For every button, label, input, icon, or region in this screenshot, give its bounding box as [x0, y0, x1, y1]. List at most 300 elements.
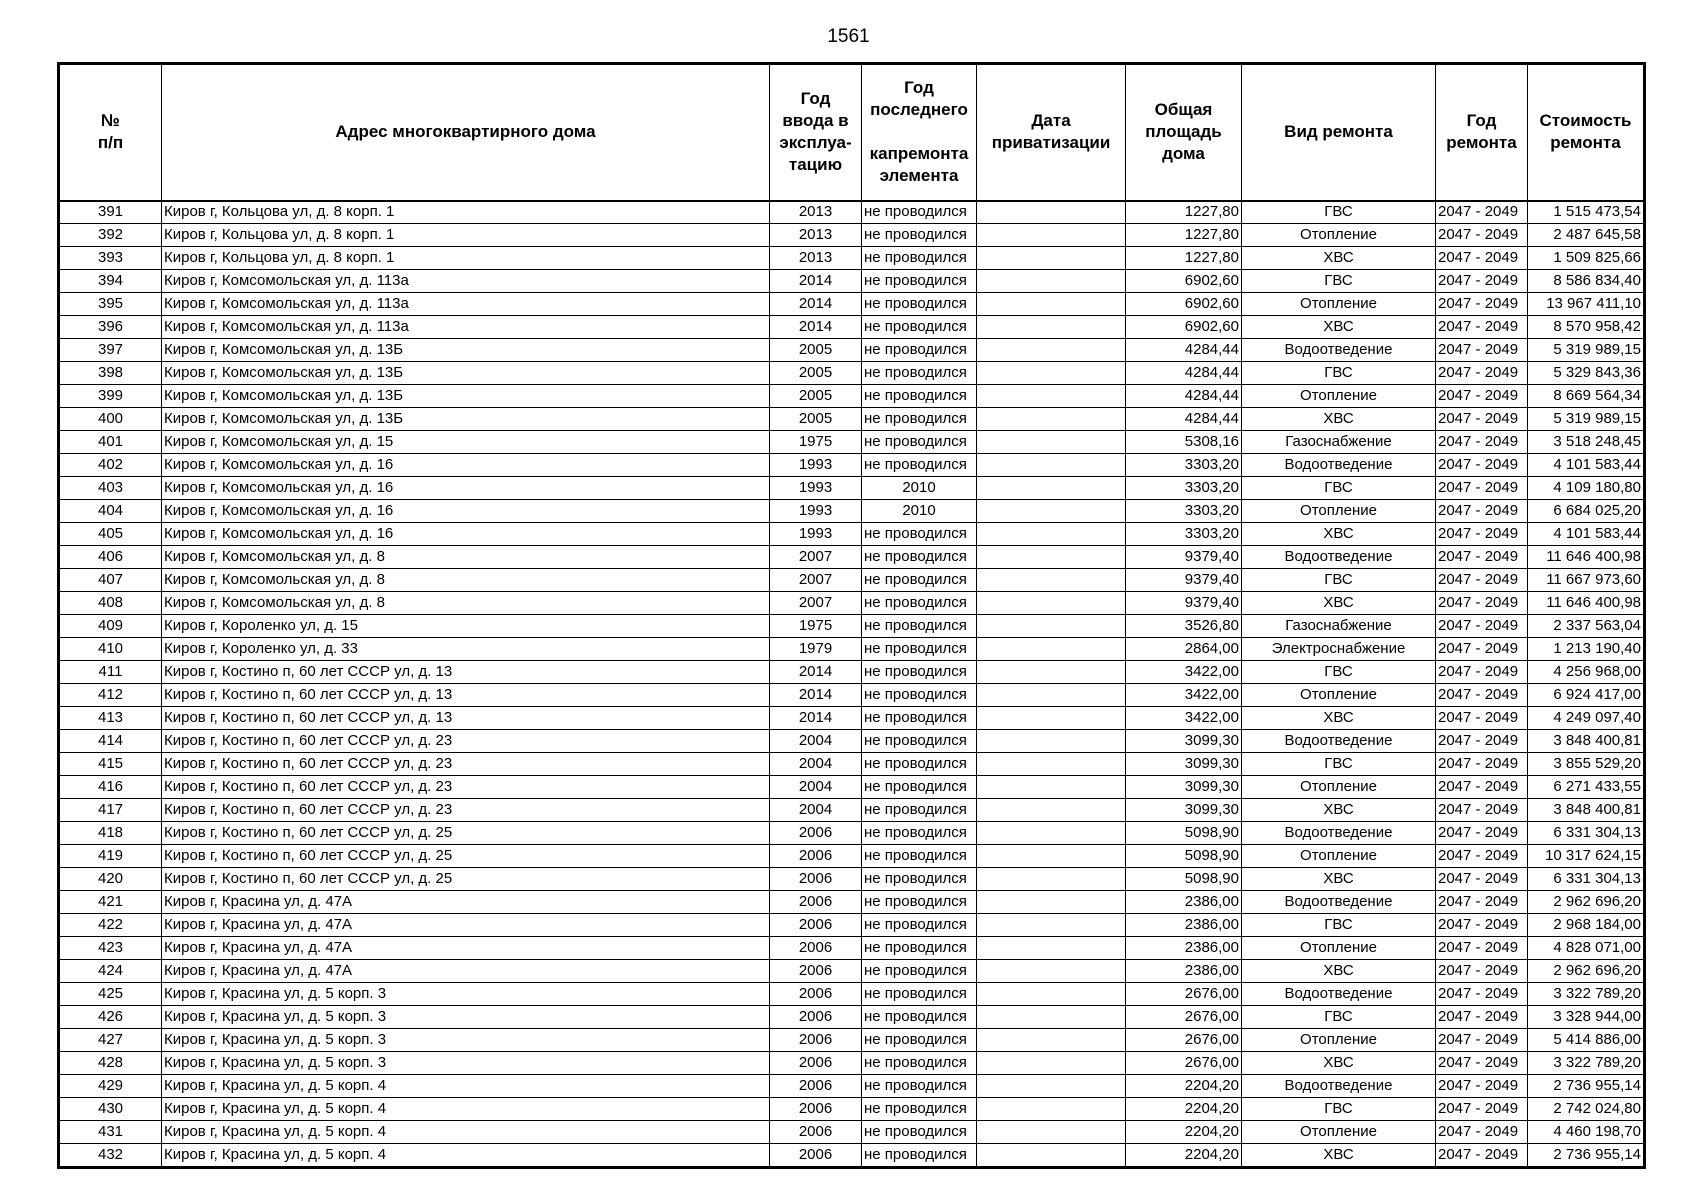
cell-repair_type: ГВС — [1242, 477, 1436, 500]
cell-repair_type: ХВС — [1242, 707, 1436, 730]
cell-repair_year: 2047 - 2049 — [1436, 408, 1528, 431]
cell-cost: 5 329 843,36 — [1528, 362, 1644, 385]
cell-repair_year: 2047 - 2049 — [1436, 822, 1528, 845]
cell-year_built: 2014 — [770, 293, 862, 316]
cell-year_built: 2014 — [770, 270, 862, 293]
cell-privatization — [977, 822, 1126, 845]
cell-address: Киров г, Красина ул, д. 5 корп. 3 — [162, 1029, 770, 1052]
table-row — [60, 1121, 1644, 1144]
cell-num: 426 — [60, 1006, 162, 1029]
cell-num: 397 — [60, 339, 162, 362]
cell-cost: 2 736 955,14 — [1528, 1075, 1644, 1098]
cell-last_repair: не проводился — [862, 937, 977, 960]
cell-privatization — [977, 776, 1126, 799]
cell-repair_type: ХВС — [1242, 592, 1436, 615]
cell-area: 2676,00 — [1126, 1029, 1242, 1052]
cell-year_built: 2013 — [770, 247, 862, 270]
column-header-line: Год — [800, 89, 831, 109]
cell-address: Киров г, Комсомольская ул, д. 16 — [162, 523, 770, 546]
cell-year_built: 2006 — [770, 983, 862, 1006]
cell-address: Киров г, Комсомольская ул, д. 13Б — [162, 362, 770, 385]
cell-repair_year: 2047 - 2049 — [1436, 983, 1528, 1006]
cell-year_built: 1975 — [770, 615, 862, 638]
cell-repair_type: Электроснабжение — [1242, 638, 1436, 661]
column-header-num — [60, 65, 162, 201]
cell-area: 3422,00 — [1126, 707, 1242, 730]
cell-last_repair: не проводился — [862, 684, 977, 707]
cell-privatization — [977, 1006, 1126, 1029]
cell-last_repair: не проводился — [862, 339, 977, 362]
cell-last_repair: не проводился — [862, 385, 977, 408]
cell-year_built: 2006 — [770, 960, 862, 983]
column-header-line: ремонта — [1446, 133, 1517, 153]
cell-area: 4284,44 — [1126, 362, 1242, 385]
cell-num: 410 — [60, 638, 162, 661]
cell-privatization — [977, 523, 1126, 546]
cell-last_repair: не проводился — [862, 592, 977, 615]
cell-repair_year: 2047 - 2049 — [1436, 316, 1528, 339]
cell-area: 3526,80 — [1126, 615, 1242, 638]
cell-year_built: 2006 — [770, 1098, 862, 1121]
table-row — [60, 339, 1644, 362]
cell-repair_type: ХВС — [1242, 316, 1436, 339]
cell-privatization — [977, 224, 1126, 247]
table-row — [60, 868, 1644, 891]
cell-repair_year: 2047 - 2049 — [1436, 293, 1528, 316]
cell-privatization — [977, 1052, 1126, 1075]
cell-address: Киров г, Костино п, 60 лет СССР ул, д. 23 — [162, 730, 770, 753]
cell-address: Киров г, Красина ул, д. 5 корп. 3 — [162, 983, 770, 1006]
cell-privatization — [977, 431, 1126, 454]
column-header-address — [162, 65, 770, 201]
cell-cost: 2 736 955,14 — [1528, 1144, 1644, 1167]
cell-num: 391 — [60, 201, 162, 224]
cell-privatization — [977, 362, 1126, 385]
cell-repair_type: Отопление — [1242, 1121, 1436, 1144]
cell-area: 5098,90 — [1126, 822, 1242, 845]
cell-num: 425 — [60, 983, 162, 1006]
cell-cost: 4 101 583,44 — [1528, 523, 1644, 546]
cell-repair_type: ГВС — [1242, 1098, 1436, 1121]
cell-num: 408 — [60, 592, 162, 615]
cell-year_built: 2006 — [770, 914, 862, 937]
cell-num: 430 — [60, 1098, 162, 1121]
cell-privatization — [977, 293, 1126, 316]
cell-num: 416 — [60, 776, 162, 799]
cell-last_repair: не проводился — [862, 431, 977, 454]
cell-year_built: 2013 — [770, 224, 862, 247]
cell-privatization — [977, 1029, 1126, 1052]
cell-area: 9379,40 — [1126, 592, 1242, 615]
cell-repair_type: Отопление — [1242, 385, 1436, 408]
cell-year_built: 1993 — [770, 477, 862, 500]
cell-repair_year: 2047 - 2049 — [1436, 914, 1528, 937]
table-row — [60, 477, 1644, 500]
cell-num: 428 — [60, 1052, 162, 1075]
column-header-line: площадь — [1145, 122, 1222, 142]
cell-num: 393 — [60, 247, 162, 270]
cell-num: 429 — [60, 1075, 162, 1098]
cell-year_built: 2004 — [770, 753, 862, 776]
cell-cost: 6 331 304,13 — [1528, 868, 1644, 891]
table-row — [60, 362, 1644, 385]
cell-last_repair: не проводился — [862, 868, 977, 891]
cell-last_repair: не проводился — [862, 822, 977, 845]
cell-year_built: 2006 — [770, 1029, 862, 1052]
cell-num: 427 — [60, 1029, 162, 1052]
cell-last_repair: не проводился — [862, 1006, 977, 1029]
cell-address: Киров г, Костино п, 60 лет СССР ул, д. 25 — [162, 845, 770, 868]
repair-registry-table — [59, 64, 1644, 1167]
cell-area: 4284,44 — [1126, 385, 1242, 408]
cell-last_repair: не проводился — [862, 615, 977, 638]
cell-num: 418 — [60, 822, 162, 845]
cell-last_repair: не проводился — [862, 983, 977, 1006]
cell-last_repair: не проводился — [862, 224, 977, 247]
cell-repair_year: 2047 - 2049 — [1436, 845, 1528, 868]
cell-repair_type: Водоотведение — [1242, 983, 1436, 1006]
cell-privatization — [977, 730, 1126, 753]
cell-year_built: 1979 — [770, 638, 862, 661]
cell-privatization — [977, 638, 1126, 661]
cell-repair_type: Отопление — [1242, 500, 1436, 523]
cell-num: 432 — [60, 1144, 162, 1167]
cell-privatization — [977, 247, 1126, 270]
column-header-line: Общая — [1154, 100, 1213, 120]
cell-repair_year: 2047 - 2049 — [1436, 1006, 1528, 1029]
cell-num: 407 — [60, 569, 162, 592]
cell-repair_year: 2047 - 2049 — [1436, 500, 1528, 523]
table-row — [60, 707, 1644, 730]
cell-num: 406 — [60, 546, 162, 569]
cell-privatization — [977, 914, 1126, 937]
column-header-line: приватизации — [991, 133, 1111, 153]
cell-last_repair: не проводился — [862, 523, 977, 546]
cell-year_built: 2007 — [770, 569, 862, 592]
cell-repair_year: 2047 - 2049 — [1436, 477, 1528, 500]
cell-year_built: 2014 — [770, 684, 862, 707]
cell-repair_type: Водоотведение — [1242, 1075, 1436, 1098]
table-row — [60, 546, 1644, 569]
column-header-line: Стоимость — [1539, 111, 1632, 131]
cell-area: 6902,60 — [1126, 293, 1242, 316]
table-row — [60, 1098, 1644, 1121]
cell-num: 396 — [60, 316, 162, 339]
cell-last_repair: не проводился — [862, 1098, 977, 1121]
cell-privatization — [977, 753, 1126, 776]
cell-area: 3422,00 — [1126, 684, 1242, 707]
cell-cost: 8 570 958,42 — [1528, 316, 1644, 339]
cell-num: 399 — [60, 385, 162, 408]
cell-repair_year: 2047 - 2049 — [1436, 454, 1528, 477]
cell-address: Киров г, Короленко ул, д. 33 — [162, 638, 770, 661]
cell-cost: 3 322 789,20 — [1528, 983, 1644, 1006]
cell-address: Киров г, Комсомольская ул, д. 113а — [162, 293, 770, 316]
cell-repair_year: 2047 - 2049 — [1436, 799, 1528, 822]
table-row — [60, 247, 1644, 270]
cell-repair_year: 2047 - 2049 — [1436, 638, 1528, 661]
cell-repair_year: 2047 - 2049 — [1436, 868, 1528, 891]
cell-year_built: 2007 — [770, 546, 862, 569]
cell-repair_type: ГВС — [1242, 1006, 1436, 1029]
cell-num: 413 — [60, 707, 162, 730]
cell-last_repair: не проводился — [862, 270, 977, 293]
cell-last_repair: не проводился — [862, 201, 977, 224]
cell-repair_year: 2047 - 2049 — [1436, 1029, 1528, 1052]
cell-area: 3303,20 — [1126, 454, 1242, 477]
cell-address: Киров г, Комсомольская ул, д. 113а — [162, 316, 770, 339]
table-row — [60, 983, 1644, 1006]
cell-privatization — [977, 983, 1126, 1006]
cell-repair_year: 2047 - 2049 — [1436, 730, 1528, 753]
cell-area: 3099,30 — [1126, 753, 1242, 776]
cell-area: 3099,30 — [1126, 799, 1242, 822]
cell-privatization — [977, 1144, 1126, 1167]
cell-num: 414 — [60, 730, 162, 753]
table-row — [60, 776, 1644, 799]
cell-repair_year: 2047 - 2049 — [1436, 684, 1528, 707]
cell-area: 9379,40 — [1126, 546, 1242, 569]
cell-repair_type: ГВС — [1242, 201, 1436, 224]
cell-num: 394 — [60, 270, 162, 293]
column-header-line: Год — [904, 78, 934, 98]
cell-repair_type: ГВС — [1242, 362, 1436, 385]
cell-privatization — [977, 1098, 1126, 1121]
column-header-line: Вид ремонта — [1284, 122, 1393, 142]
cell-privatization — [977, 1121, 1126, 1144]
cell-repair_type: Отопление — [1242, 776, 1436, 799]
cell-year_built: 2006 — [770, 1144, 862, 1167]
cell-address: Киров г, Кольцова ул, д. 8 корп. 1 — [162, 224, 770, 247]
cell-year_built: 2006 — [770, 1121, 862, 1144]
cell-address: Киров г, Красина ул, д. 5 корп. 4 — [162, 1098, 770, 1121]
table-header-row — [60, 65, 1644, 201]
cell-repair_year: 2047 - 2049 — [1436, 1052, 1528, 1075]
cell-area: 3099,30 — [1126, 730, 1242, 753]
column-header-line: № — [101, 111, 120, 131]
cell-repair_year: 2047 - 2049 — [1436, 1121, 1528, 1144]
cell-year_built: 2006 — [770, 1075, 862, 1098]
cell-repair_year: 2047 - 2049 — [1436, 546, 1528, 569]
cell-repair_type: Отопление — [1242, 1029, 1436, 1052]
cell-repair_year: 2047 - 2049 — [1436, 201, 1528, 224]
cell-num: 395 — [60, 293, 162, 316]
cell-privatization — [977, 707, 1126, 730]
cell-num: 424 — [60, 960, 162, 983]
cell-year_built: 2004 — [770, 799, 862, 822]
cell-num: 401 — [60, 431, 162, 454]
cell-privatization — [977, 684, 1126, 707]
cell-cost: 2 337 563,04 — [1528, 615, 1644, 638]
cell-num: 400 — [60, 408, 162, 431]
cell-year_built: 1993 — [770, 454, 862, 477]
cell-repair_type: Водоотведение — [1242, 730, 1436, 753]
cell-last_repair: не проводился — [862, 316, 977, 339]
table-row — [60, 753, 1644, 776]
cell-privatization — [977, 868, 1126, 891]
cell-repair_type: Водоотведение — [1242, 822, 1436, 845]
cell-cost: 10 317 624,15 — [1528, 845, 1644, 868]
cell-privatization — [977, 546, 1126, 569]
table-row — [60, 822, 1644, 845]
cell-repair_year: 2047 - 2049 — [1436, 523, 1528, 546]
cell-year_built: 2014 — [770, 661, 862, 684]
cell-repair_type: Водоотведение — [1242, 891, 1436, 914]
cell-last_repair: не проводился — [862, 661, 977, 684]
cell-year_built: 2006 — [770, 1006, 862, 1029]
table-row — [60, 661, 1644, 684]
cell-area: 5098,90 — [1126, 845, 1242, 868]
cell-repair_type: ХВС — [1242, 408, 1436, 431]
cell-cost: 4 256 968,00 — [1528, 661, 1644, 684]
cell-cost: 4 460 198,70 — [1528, 1121, 1644, 1144]
cell-area: 5308,16 — [1126, 431, 1242, 454]
cell-repair_year: 2047 - 2049 — [1436, 247, 1528, 270]
cell-privatization — [977, 385, 1126, 408]
cell-num: 402 — [60, 454, 162, 477]
table-row — [60, 638, 1644, 661]
cell-last_repair: не проводился — [862, 891, 977, 914]
table-row — [60, 385, 1644, 408]
cell-privatization — [977, 270, 1126, 293]
cell-area: 2204,20 — [1126, 1144, 1242, 1167]
table-row — [60, 615, 1644, 638]
cell-repair_year: 2047 - 2049 — [1436, 339, 1528, 362]
table-row — [60, 224, 1644, 247]
cell-cost: 3 848 400,81 — [1528, 730, 1644, 753]
table-row — [60, 960, 1644, 983]
column-header-line: последнего — [870, 100, 968, 120]
table-body — [60, 201, 1644, 1167]
table-row — [60, 684, 1644, 707]
column-header-area — [1126, 65, 1242, 201]
cell-repair_type: Отопление — [1242, 684, 1436, 707]
column-header-line: Дата — [1031, 111, 1071, 131]
cell-year_built: 2013 — [770, 201, 862, 224]
cell-year_built: 2005 — [770, 362, 862, 385]
cell-address: Киров г, Красина ул, д. 47А — [162, 891, 770, 914]
table-row — [60, 569, 1644, 592]
cell-repair_year: 2047 - 2049 — [1436, 569, 1528, 592]
cell-year_built: 1993 — [770, 500, 862, 523]
cell-cost: 13 967 411,10 — [1528, 293, 1644, 316]
table-row — [60, 1075, 1644, 1098]
cell-year_built: 2006 — [770, 1052, 862, 1075]
cell-num: 423 — [60, 937, 162, 960]
cell-address: Киров г, Комсомольская ул, д. 8 — [162, 592, 770, 615]
cell-repair_year: 2047 - 2049 — [1436, 891, 1528, 914]
cell-repair_type: Водоотведение — [1242, 546, 1436, 569]
cell-repair_year: 2047 - 2049 — [1436, 1144, 1528, 1167]
cell-repair_type: ХВС — [1242, 799, 1436, 822]
cell-address: Киров г, Костино п, 60 лет СССР ул, д. 23 — [162, 799, 770, 822]
column-header-last_repair — [862, 65, 977, 201]
cell-last_repair: 2010 — [862, 477, 977, 500]
cell-cost: 8 669 564,34 — [1528, 385, 1644, 408]
column-header-line: Адрес многоквартирного дома — [335, 122, 596, 142]
cell-address: Киров г, Красина ул, д. 5 корп. 3 — [162, 1052, 770, 1075]
cell-cost: 3 848 400,81 — [1528, 799, 1644, 822]
cell-area: 1227,80 — [1126, 201, 1242, 224]
cell-address: Киров г, Комсомольская ул, д. 8 — [162, 569, 770, 592]
cell-num: 419 — [60, 845, 162, 868]
cell-area: 2204,20 — [1126, 1098, 1242, 1121]
cell-address: Киров г, Комсомольская ул, д. 13Б — [162, 408, 770, 431]
cell-cost: 4 101 583,44 — [1528, 454, 1644, 477]
cell-cost: 6 331 304,13 — [1528, 822, 1644, 845]
cell-address: Киров г, Комсомольская ул, д. 16 — [162, 477, 770, 500]
column-header-line: дома — [1162, 144, 1205, 164]
cell-last_repair: не проводился — [862, 730, 977, 753]
cell-cost: 2 962 696,20 — [1528, 960, 1644, 983]
cell-repair_type: ХВС — [1242, 1052, 1436, 1075]
cell-cost: 2 968 184,00 — [1528, 914, 1644, 937]
cell-address: Киров г, Красина ул, д. 47А — [162, 937, 770, 960]
page-number: 1561 — [827, 26, 870, 47]
cell-num: 417 — [60, 799, 162, 822]
cell-area: 2676,00 — [1126, 1006, 1242, 1029]
cell-privatization — [977, 615, 1126, 638]
cell-year_built: 2006 — [770, 845, 862, 868]
table-row — [60, 937, 1644, 960]
cell-num: 412 — [60, 684, 162, 707]
cell-num: 405 — [60, 523, 162, 546]
cell-privatization — [977, 500, 1126, 523]
cell-privatization — [977, 937, 1126, 960]
cell-year_built: 2006 — [770, 937, 862, 960]
cell-address: Киров г, Костино п, 60 лет СССР ул, д. 25 — [162, 822, 770, 845]
table-row — [60, 914, 1644, 937]
cell-cost: 2 742 024,80 — [1528, 1098, 1644, 1121]
cell-num: 411 — [60, 661, 162, 684]
cell-num: 398 — [60, 362, 162, 385]
cell-area: 3422,00 — [1126, 661, 1242, 684]
cell-address: Киров г, Красина ул, д. 47А — [162, 960, 770, 983]
cell-year_built: 2006 — [770, 891, 862, 914]
cell-address: Киров г, Костино п, 60 лет СССР ул, д. 23 — [162, 753, 770, 776]
cell-cost: 11 646 400,98 — [1528, 546, 1644, 569]
cell-cost: 5 319 989,15 — [1528, 339, 1644, 362]
cell-address: Киров г, Комсомольская ул, д. 13Б — [162, 339, 770, 362]
cell-repair_type: ХВС — [1242, 960, 1436, 983]
cell-repair_year: 2047 - 2049 — [1436, 431, 1528, 454]
cell-last_repair: не проводился — [862, 293, 977, 316]
cell-repair_type: Отопление — [1242, 937, 1436, 960]
cell-cost: 11 646 400,98 — [1528, 592, 1644, 615]
cell-num: 409 — [60, 615, 162, 638]
column-header-line: ремонта — [1550, 133, 1621, 153]
column-header-line: п/п — [97, 133, 124, 153]
cell-address: Киров г, Комсомольская ул, д. 15 — [162, 431, 770, 454]
column-header-line: ввода в — [782, 111, 849, 131]
cell-num: 420 — [60, 868, 162, 891]
cell-year_built: 2007 — [770, 592, 862, 615]
cell-repair_type: Водоотведение — [1242, 339, 1436, 362]
cell-area: 2204,20 — [1126, 1075, 1242, 1098]
cell-area: 6902,60 — [1126, 270, 1242, 293]
table-row — [60, 523, 1644, 546]
cell-cost: 6 924 417,00 — [1528, 684, 1644, 707]
table-row — [60, 1052, 1644, 1075]
cell-last_repair: не проводился — [862, 1121, 977, 1144]
table-row — [60, 431, 1644, 454]
cell-year_built: 2005 — [770, 339, 862, 362]
cell-num: 415 — [60, 753, 162, 776]
cell-year_built: 2014 — [770, 316, 862, 339]
cell-repair_type: Отопление — [1242, 845, 1436, 868]
cell-address: Киров г, Красина ул, д. 5 корп. 4 — [162, 1075, 770, 1098]
table-row — [60, 1029, 1644, 1052]
